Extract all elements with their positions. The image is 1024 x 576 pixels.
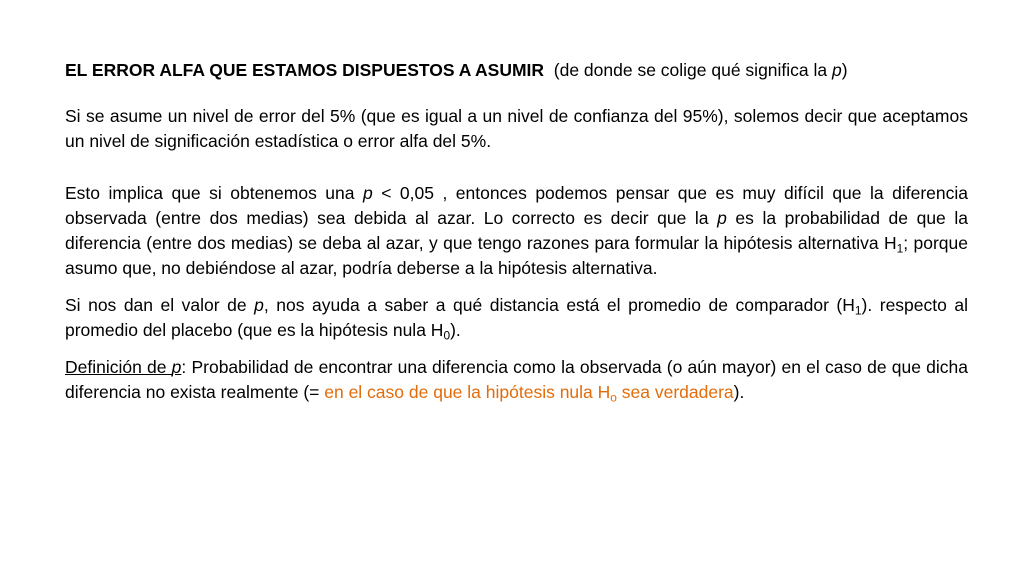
- p4-text-a: Probabilidad de encontrar una diferencia como la observada (o aún mayor) en el caso de que dicha diferencia no exista realmente (=: [65, 357, 968, 402]
- heading-p: p: [832, 60, 842, 80]
- definition-colon: :: [181, 357, 187, 377]
- p4-text-b: ).: [733, 382, 745, 402]
- highlight-null-hypothesis: en el caso de que la hipótesis nula $H_o$ sea verdadera: [324, 382, 734, 405]
- definition-label: Definición de p: [65, 357, 182, 377]
- paragraph-definition: [65, 355, 968, 405]
- heading-paren: (de donde se colige qué significa la: [553, 60, 833, 80]
- paragraph-error-level: Si se asume un nivel de error del 5% (que es igual a un nivel de confianza del 95%), solemos decir que aceptamos un nivel de significación estadística o error alfa del 5%.: [65, 106, 968, 151]
- p2-text-a: Esto implica que si obtenemos una: [65, 183, 363, 203]
- p2-text-c: es la probabilidad de que la diferencia (entre dos medias) se deba al azar, y que tengo razones para formular la hipótesis alternativa H: [65, 208, 968, 253]
- definition-p: p: [171, 357, 182, 377]
- p3-subscript-0: 0: [443, 328, 451, 343]
- p3-subscript-1: 1: [854, 303, 862, 318]
- paragraph-p-meaning: [65, 181, 968, 281]
- p2-p-symbol: p: [363, 183, 373, 203]
- p3-text-d: ).: [450, 320, 461, 340]
- p3-text-b: , nos ayuda a saber a qué distancia está el promedio de comparador (H: [263, 295, 855, 315]
- p3-p-symbol: p: [254, 295, 264, 315]
- p2-text-d: ; porque asumo que, no debiéndose al azar, podría deberse a la hipótesis alternativa.: [65, 233, 969, 278]
- p3-text-a: Si nos dan el valor de: [65, 295, 255, 315]
- heading-bold: EL ERROR ALFA QUE ESTAMOS DISPUESTOS A ASUMIR: [65, 60, 545, 80]
- p2-text-b: < 0,05 , entonces podemos pensar que es muy difícil que la diferencia observada (entre dos medias) sea debida al azar. Lo correcto es decir que la: [65, 183, 968, 228]
- p2-subscript: 1: [896, 241, 904, 256]
- paragraph-distance: [65, 293, 968, 343]
- heading-paren-close: ): [841, 60, 848, 80]
- p2-p-symbol-2: p: [717, 208, 727, 228]
- slide-heading: [65, 58, 968, 83]
- slide-content: [65, 58, 968, 405]
- p3-text-c: ). respecto al promedio del placebo (que es la hipótesis nula H: [65, 295, 969, 340]
- highlight-subscript: o: [610, 390, 617, 405]
